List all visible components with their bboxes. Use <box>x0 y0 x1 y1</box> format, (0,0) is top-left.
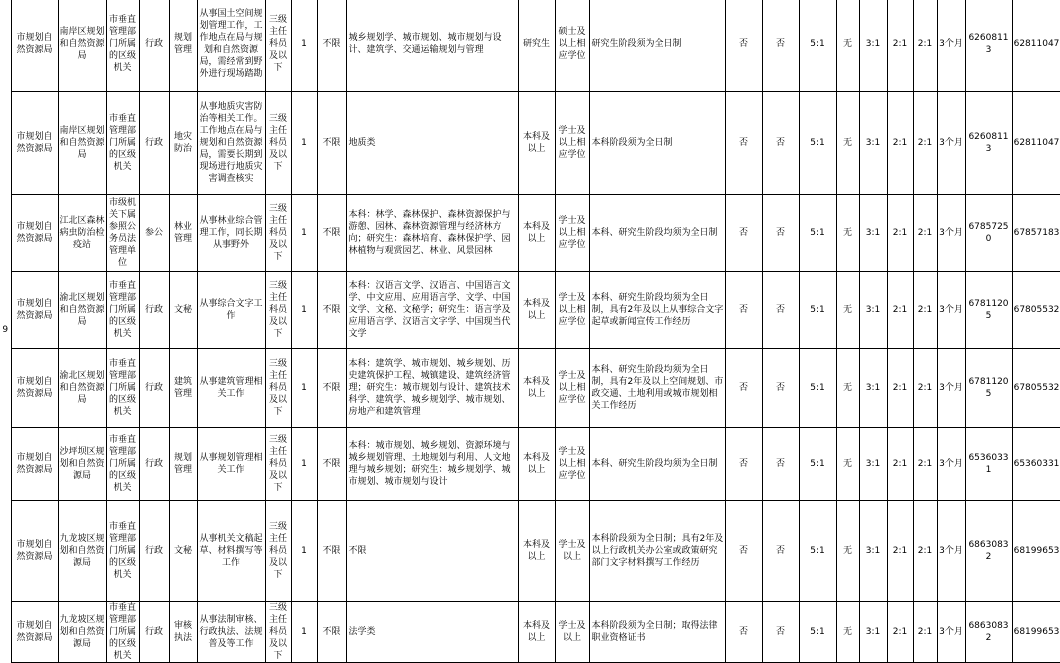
phone-cell: 67805532 <box>1012 349 1060 428</box>
degree-cell: 学士及以上相应学位 <box>555 349 589 428</box>
other-requirements-cell: 本科阶段须为全日制；具有2年及以上行政机关办公室或政策研究部门文字材料撰写工作经历 <box>589 501 725 602</box>
degree-cell: 学士及以上相应学位 <box>555 195 589 272</box>
ratio-cell: 5:1 <box>799 428 836 501</box>
duties-cell: 从事建筑管理相关工作 <box>197 349 265 428</box>
ratio-cell: 3:1 <box>859 195 887 272</box>
duties-cell: 从事机关文稿起草、材料撰写等工作 <box>197 501 265 602</box>
nature-cell: 行政 <box>139 602 169 663</box>
flag-cell: 无 <box>836 428 859 501</box>
phone-cell: 67805532 <box>1012 272 1060 349</box>
flag-cell: 否 <box>725 602 762 663</box>
ratio-cell: 5:1 <box>799 501 836 602</box>
agency-cell: 市规划自然资源局 <box>11 501 58 602</box>
duties-cell: 从事林业综合管理工作，同长期从事野外 <box>197 195 265 272</box>
position-cell: 审核执法 <box>169 602 197 663</box>
period-cell: 3个月 <box>937 349 965 428</box>
phone-cell: 62811047 <box>1012 92 1060 195</box>
position-cell: 规划管理 <box>169 0 197 92</box>
ratio-cell: 2:1 <box>913 195 937 272</box>
degree-cell: 硕士及以上相应学位 <box>555 0 589 92</box>
ratio-cell: 2:1 <box>887 0 913 92</box>
agency-cell: 市规划自然资源局 <box>11 428 58 501</box>
count-cell: 1 <box>291 428 317 501</box>
degree-cell: 学士及以上相应学位 <box>555 428 589 501</box>
flag-cell: 否 <box>725 92 762 195</box>
ratio-cell: 3:1 <box>859 501 887 602</box>
ratio-cell: 5:1 <box>799 602 836 663</box>
duties-cell: 从事规划管理相关工作 <box>197 428 265 501</box>
major-cell: 本科：城市规划、城乡规划、资源环境与城乡规划管理、土地规划与利用、人文地理与城乡规划；研究生：城乡规划学、城市规划、城市规划与设计 <box>346 428 518 501</box>
flag-cell: 否 <box>762 272 799 349</box>
major-cell: 法学类 <box>346 602 518 663</box>
ratio-cell: 5:1 <box>799 92 836 195</box>
major-cell: 城乡规划学、城市规划、城市规划与设计、建筑学、交通运输规划与管理 <box>346 0 518 92</box>
level-cell: 三级主任科员及以下 <box>265 195 291 272</box>
phone-cell: 62608113 <box>965 92 1012 195</box>
flag-cell: 否 <box>725 349 762 428</box>
unit-cell: 渝北区规划和自然资源局 <box>58 349 106 428</box>
level-cell: 三级主任科员及以下 <box>265 602 291 663</box>
level-cell: 三级主任科员及以下 <box>265 428 291 501</box>
agency-cell: 市规划自然资源局 <box>11 195 58 272</box>
ratio-cell: 2:1 <box>913 349 937 428</box>
phone-cell: 67811205 <box>965 349 1012 428</box>
ratio-cell: 3:1 <box>859 428 887 501</box>
ratio-cell: 2:1 <box>913 501 937 602</box>
table-row <box>0 501 1060 602</box>
ratio-cell: 3:1 <box>859 602 887 663</box>
table-row <box>0 349 1060 428</box>
level-cell: 三级主任科员及以下 <box>265 349 291 428</box>
position-cell: 文秘 <box>169 272 197 349</box>
ratio-cell: 2:1 <box>913 92 937 195</box>
ratio-cell: 2:1 <box>887 602 913 663</box>
major-cell: 本科：建筑学、城市规划、城乡规划、历史建筑保护工程、城镇建设、建筑经济管理；研究生：城市规划与设计、建筑技术科学、建筑学、城乡规划学、城市规划、房地产和建筑管理 <box>346 349 518 428</box>
nature-cell: 行政 <box>139 0 169 92</box>
count-cell: 1 <box>291 602 317 663</box>
other-requirements-cell: 本科、研究生阶段均须为全日制 <box>589 428 725 501</box>
education-cell: 本科及以上 <box>518 272 555 349</box>
nature-cell: 行政 <box>139 501 169 602</box>
phone-cell: 62811047 <box>1012 0 1060 92</box>
ratio-cell: 5:1 <box>799 349 836 428</box>
unit-cell: 南岸区规划和自然资源局 <box>58 0 106 92</box>
unit-cell: 南岸区规划和自然资源局 <box>58 92 106 195</box>
agency-cell: 市规划自然资源局 <box>11 349 58 428</box>
table-row <box>0 602 1060 663</box>
flag-cell: 无 <box>836 501 859 602</box>
table-row <box>0 0 1060 92</box>
phone-cell: 65360331 <box>1012 428 1060 501</box>
period-cell: 3个月 <box>937 428 965 501</box>
age-cell: 不限 <box>317 349 346 428</box>
ratio-cell: 2:1 <box>887 349 913 428</box>
level-cell: 三级主任科员及以下 <box>265 0 291 92</box>
other-requirements-cell: 本科阶段须为全日制 <box>589 92 725 195</box>
flag-cell: 否 <box>762 501 799 602</box>
ratio-cell: 2:1 <box>887 272 913 349</box>
ratio-cell: 3:1 <box>859 92 887 195</box>
ratio-cell: 3:1 <box>859 0 887 92</box>
ratio-cell: 2:1 <box>913 602 937 663</box>
ratio-cell: 2:1 <box>887 428 913 501</box>
position-cell: 地灾防治 <box>169 92 197 195</box>
table-row <box>0 272 1060 349</box>
flag-cell: 无 <box>836 272 859 349</box>
education-cell: 本科及以上 <box>518 501 555 602</box>
agency-cell: 市规划自然资源局 <box>11 92 58 195</box>
education-cell: 本科及以上 <box>518 428 555 501</box>
flag-cell: 无 <box>836 349 859 428</box>
unit-cell: 九龙坡区规划和自然资源局 <box>58 501 106 602</box>
position-cell: 规划管理 <box>169 428 197 501</box>
flag-cell: 否 <box>725 0 762 92</box>
education-cell: 本科及以上 <box>518 92 555 195</box>
other-requirements-cell: 本科、研究生阶段均须为全日制 <box>589 195 725 272</box>
nature-cell: 行政 <box>139 349 169 428</box>
major-cell: 地质类 <box>346 92 518 195</box>
phone-cell: 68630832 <box>965 501 1012 602</box>
period-cell: 3个月 <box>937 195 965 272</box>
flag-cell: 否 <box>762 0 799 92</box>
degree-cell: 学士及以上相应学位 <box>555 272 589 349</box>
phone-cell: 62608113 <box>965 0 1012 92</box>
ratio-cell: 2:1 <box>913 428 937 501</box>
phone-cell: 68630832 <box>965 602 1012 663</box>
other-requirements-cell: 本科、研究生阶段均须为全日制，具有2年及以上从事综合文字起草或新闻宣传工作经历 <box>589 272 725 349</box>
period-cell: 3个月 <box>937 501 965 602</box>
age-cell: 不限 <box>317 501 346 602</box>
age-cell: 不限 <box>317 602 346 663</box>
education-cell: 本科及以上 <box>518 602 555 663</box>
duties-cell: 从事法制审核、行政执法、法规普及等工作 <box>197 602 265 663</box>
period-cell: 3个月 <box>937 272 965 349</box>
education-cell: 本科及以上 <box>518 349 555 428</box>
unit-cell: 沙坪坝区规划和自然资源局 <box>58 428 106 501</box>
degree-cell: 学士及以上相应学位 <box>555 92 589 195</box>
count-cell: 1 <box>291 92 317 195</box>
flag-cell: 无 <box>836 602 859 663</box>
unit-type-cell: 市垂直管理部门所属的区级机关 <box>106 272 139 349</box>
position-cell: 文秘 <box>169 501 197 602</box>
other-requirements-cell: 本科、研究生阶段均须为全日制，具有2年及以上空间规划、市政交通、土地利用或城市规划相关工作经历 <box>589 349 725 428</box>
major-cell: 本科：林学、森林保护、森林资源保护与游憩、园林、森林资源管理与经济林方向；研究生：森林培育、森林保护学、园林植物与观赏园艺、林业、风景园林 <box>346 195 518 272</box>
ratio-cell: 2:1 <box>887 92 913 195</box>
period-cell: 3个月 <box>937 0 965 92</box>
count-cell: 1 <box>291 501 317 602</box>
count-cell: 1 <box>291 349 317 428</box>
flag-cell: 无 <box>836 0 859 92</box>
ratio-cell: 5:1 <box>799 195 836 272</box>
phone-cell: 65360331 <box>965 428 1012 501</box>
phone-cell: 68199653 <box>1012 501 1060 602</box>
level-cell: 三级主任科员及以下 <box>265 272 291 349</box>
flag-cell: 否 <box>762 92 799 195</box>
ratio-cell: 2:1 <box>887 195 913 272</box>
age-cell: 不限 <box>317 272 346 349</box>
flag-cell: 否 <box>762 195 799 272</box>
flag-cell: 否 <box>725 501 762 602</box>
duties-cell: 从事综合文字工作 <box>197 272 265 349</box>
phone-cell: 68199653 <box>1012 602 1060 663</box>
table-row <box>0 92 1060 195</box>
duties-cell: 从事地质灾害防治等相关工作。工作地点在局与规划和自然资源局，需要长期到现场进行地质灾害调查核实 <box>197 92 265 195</box>
nature-cell: 行政 <box>139 272 169 349</box>
table-row <box>0 195 1060 272</box>
period-cell: 3个月 <box>937 92 965 195</box>
other-requirements-cell: 研究生阶段须为全日制 <box>589 0 725 92</box>
degree-cell: 学士及以上 <box>555 501 589 602</box>
unit-type-cell: 市垂直管理部门所属的区级机关 <box>106 428 139 501</box>
unit-type-cell: 市垂直管理部门所属的区级机关 <box>106 501 139 602</box>
ratio-cell: 5:1 <box>799 272 836 349</box>
degree-cell: 学士及以上 <box>555 602 589 663</box>
education-cell: 研究生 <box>518 0 555 92</box>
phone-cell: 67857183 <box>1012 195 1060 272</box>
flag-cell: 否 <box>762 602 799 663</box>
level-cell: 三级主任科员及以下 <box>265 92 291 195</box>
table-row <box>0 428 1060 501</box>
level-cell: 三级主任科员及以下 <box>265 501 291 602</box>
unit-cell: 渝北区规划和自然资源局 <box>58 272 106 349</box>
unit-cell: 九龙坡区规划和自然资源局 <box>58 602 106 663</box>
other-requirements-cell: 本科阶段须为全日制；取得法律职业资格证书 <box>589 602 725 663</box>
flag-cell: 无 <box>836 195 859 272</box>
unit-type-cell: 市垂直管理部门所属的区级机关 <box>106 349 139 428</box>
agency-cell: 市规划自然资源局 <box>11 602 58 663</box>
unit-cell: 江北区森林病虫防治检疫站 <box>58 195 106 272</box>
major-cell: 不限 <box>346 501 518 602</box>
ratio-cell: 2:1 <box>887 501 913 602</box>
ratio-cell: 2:1 <box>913 272 937 349</box>
phone-cell: 67857250 <box>965 195 1012 272</box>
nature-cell: 参公 <box>139 195 169 272</box>
count-cell: 1 <box>291 195 317 272</box>
ratio-cell: 5:1 <box>799 0 836 92</box>
flag-cell: 否 <box>725 428 762 501</box>
position-cell: 建筑管理 <box>169 349 197 428</box>
period-cell: 3个月 <box>937 602 965 663</box>
flag-cell: 否 <box>762 349 799 428</box>
age-cell: 不限 <box>317 0 346 92</box>
unit-type-cell: 市垂直管理部门所属的区级机关 <box>106 0 139 92</box>
count-cell: 1 <box>291 272 317 349</box>
age-cell: 不限 <box>317 428 346 501</box>
agency-cell: 市规划自然资源局 <box>11 0 58 92</box>
duties-cell: 从事国土空间规划管理工作，工作地点在局与规划和自然资源局，需经常到野外进行现场踏勘 <box>197 0 265 92</box>
nature-cell: 行政 <box>139 428 169 501</box>
nature-cell: 行政 <box>139 92 169 195</box>
ratio-cell: 2:1 <box>913 0 937 92</box>
unit-type-cell: 市垂直管理部门所属的区级机关 <box>106 602 139 663</box>
flag-cell: 否 <box>725 272 762 349</box>
flag-cell: 无 <box>836 92 859 195</box>
flag-cell: 否 <box>725 195 762 272</box>
count-cell: 1 <box>291 0 317 92</box>
unit-type-cell: 市级机关下属参照公务员法管理单位 <box>106 195 139 272</box>
position-cell: 林业管理 <box>169 195 197 272</box>
age-cell: 不限 <box>317 92 346 195</box>
phone-cell: 67811205 <box>965 272 1012 349</box>
education-cell: 本科及以上 <box>518 195 555 272</box>
ratio-cell: 3:1 <box>859 272 887 349</box>
group-index-cell: 9 <box>0 0 11 663</box>
major-cell: 本科：汉语言文学、汉语言、中国语言文学、中文应用、应用语言学、文学、中国文学、文秘、文秘学；研究生：语言学及应用语言学、汉语言文字学、中国现当代文学 <box>346 272 518 349</box>
age-cell: 不限 <box>317 195 346 272</box>
flag-cell: 否 <box>762 428 799 501</box>
agency-cell: 市规划自然资源局 <box>11 272 58 349</box>
ratio-cell: 3:1 <box>859 349 887 428</box>
unit-type-cell: 市垂直管理部门所属的区级机关 <box>106 92 139 195</box>
